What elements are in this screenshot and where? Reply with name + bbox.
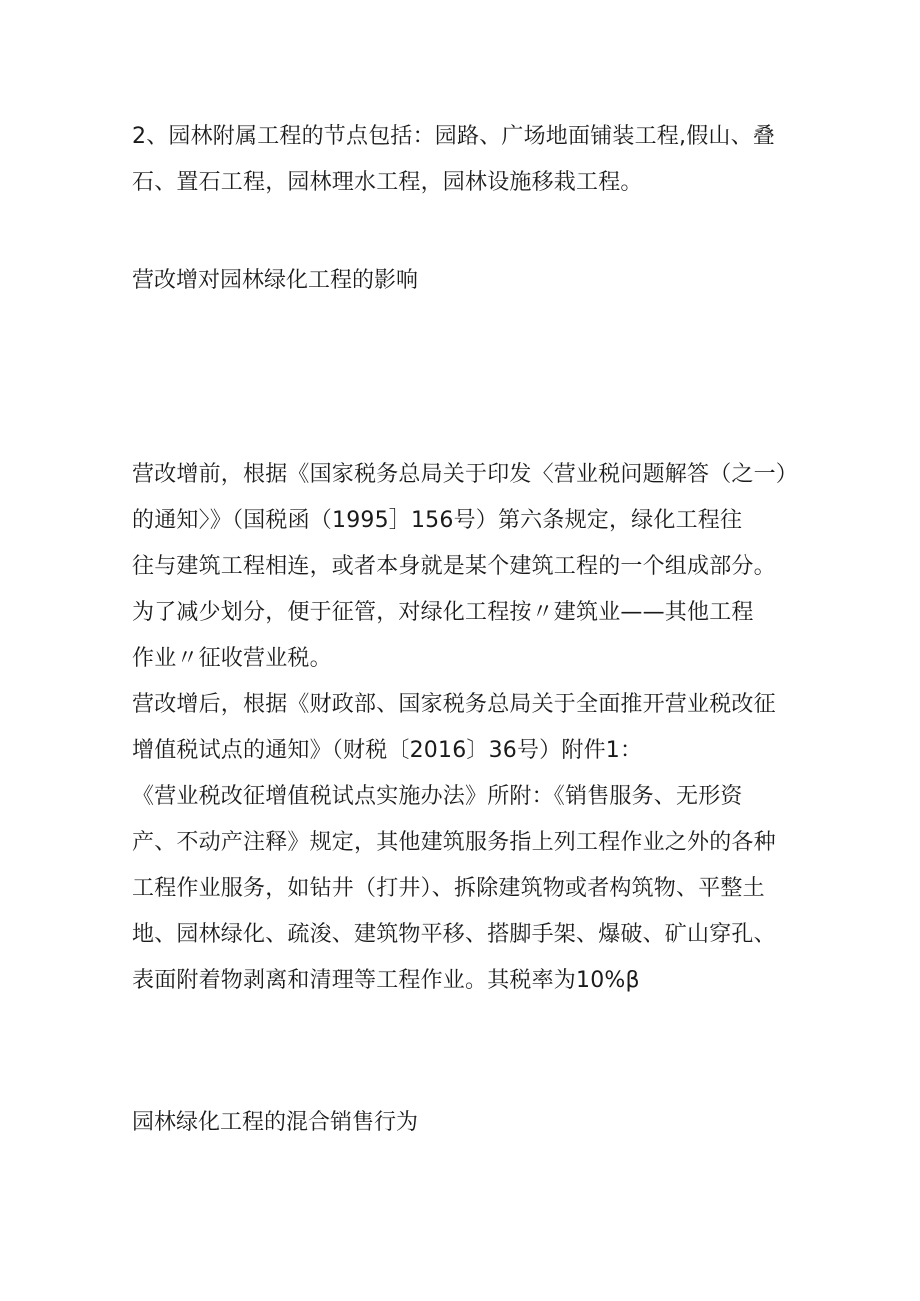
text-line: 产、不动产注释》规定，其他建筑服务指上列工程作业之外的各种 (132, 830, 776, 855)
text-line: 工程作业服务，如钻井（打井）、拆除建筑物或者构筑物、平整土 (132, 876, 765, 901)
paragraph-landscape-ancillary (132, 114, 812, 206)
section-heading-mixed-sales: 园林绿化工程的混合销售行为 (132, 1110, 419, 1135)
text-line: 2、园林附属工程的节点包括：园路、广场地面铺装工程,假山、叠 (132, 124, 775, 149)
text-line: 的通知〉》（国税函（1995］156号）第六条规定，绿化工程往 (132, 508, 743, 533)
text-line: 营改增前，根据《国家税务总局关于印发〈营业税问题解答（之一） (132, 462, 799, 487)
section-heading-vat-impact: 营改增对园林绿化工程的影响 (132, 268, 419, 293)
text-line: 为了减少划分，便于征管，对绿化工程按〃建筑业——其他工程 (132, 600, 754, 625)
text-line: 《营业税改征增值税试点实施办法》所附：《销售服务、无形资 (132, 784, 743, 809)
text-line: 作业〃征收营业税。 (132, 646, 332, 671)
text-line: 往与建筑工程相连，或者本身就是某个建筑工程的一个组成部分。 (132, 554, 776, 579)
text-line: 增值税试点的通知》（财税〔2016〕36号）附件1： (132, 738, 643, 763)
text-line: 地、园林绿化、疏浚、建筑物平移、搭脚手架、爆破、矿山穿孔、 (132, 922, 776, 947)
text-line: 营改增后，根据《财政部、国家税务总局关于全面推开营业税改征 (132, 692, 776, 717)
paragraph-vat-reform (132, 452, 812, 1004)
text-line: 表面附着物剥离和清理等工程作业。其税率为10%β (132, 968, 640, 993)
text-line: 石、置石工程，园林理水工程，园林设施移栽工程。 (132, 170, 643, 195)
